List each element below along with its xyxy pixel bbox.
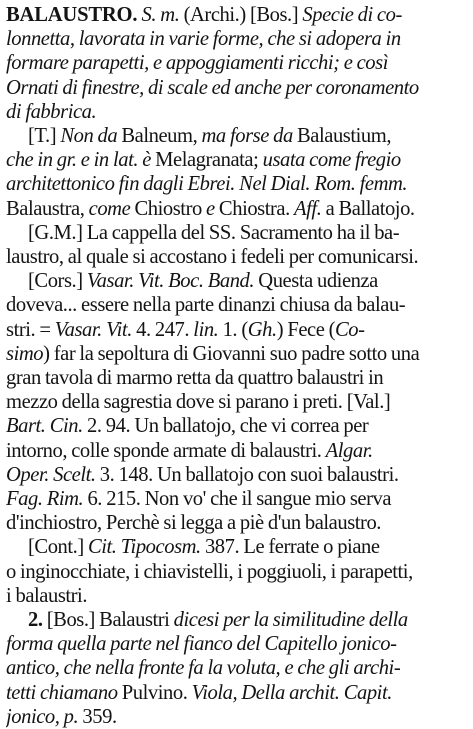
etymology-paragraph [6,124,467,221]
text-line: che in gr. e in lat. è Melagranata; usata come fregio [6,149,401,172]
text-line: [Cors.] Vasar. Vit. Boc. Band. Questa udienza [28,270,378,293]
text-line: lonnetta, lavorata in varie forme, che si adopera in [6,28,401,51]
text-line: forma quella parte nel fianco del Capitello jonico- [6,633,397,656]
text-line: tetti chiamano Pulvino. Viola, Della archit. Capit. [6,681,392,704]
text-line: mezzo della sagrestia dove si parano i preti. [Val.] [6,391,391,414]
headword: BALAUSTRO. [6,4,138,26]
text-line: stri. = Vasar. Vit. 4. 247. lin. 1. (Gh.) Fece (Co- [6,318,365,341]
text-line: [G.M.] La cappella del SS. Sacramento ha il ba- [28,221,400,244]
cors-paragraph [6,269,467,535]
source-tag: [Cors.] [28,270,87,293]
definition-paragraph [6,3,467,124]
text-line: Oper. Scelt. 3. 148. Un ballatojo con suoi balaustri. [6,463,399,486]
citation: Fag. Rim. [6,488,84,511]
cont-paragraph [6,535,467,608]
gm-paragraph [6,221,467,269]
source-tag: (Archi.) [Bos.] [179,4,303,26]
text-line: formare parapetti, e appoggiamenti ricchi; e così [6,52,388,75]
sense-2-paragraph [6,608,467,729]
text-line: Fag. Rim. 6. 215. Non vo' che il sangue mio serva [6,488,392,511]
text-line: antico, che nella fronte fa la voluta, e che gli archi- [6,657,401,680]
citation: Vasar. Vit. [54,318,132,341]
source-tag: [T.] [28,125,61,148]
text-line: [Cont.] Cit. Tipocosm. 387. Le ferrate o piane [28,536,380,559]
citation: Algar. [325,439,373,462]
text-line: 2. [Bos.] Balaustri dicesi per la similitudine della [28,609,408,632]
text-line: gran tavola di marmo retta da quattro balaustri in [6,367,384,390]
text-line: Balaustra, come Chiostro e Chiostra. Aff. a Ballatojo. [6,197,415,220]
text-line: Ornati di finestre, di scale ed anche per coronamento [6,76,419,99]
text-line: BALAUSTRO. S. m. (Archi.) [Bos.] Specie di co- [6,4,402,26]
grammar-label: S. m. [141,4,180,26]
text-line: Bart. Cin. 2. 94. Un ballatojo, che vi correa per [6,415,369,438]
citation: Cit. Tipocosm. [87,536,201,559]
citation: Bart. Cin. [6,415,83,438]
citation: Viola, Della archit. Capit. [191,681,392,704]
citation: Oper. Scelt. [6,463,96,486]
text-line: [T.] Non da Balneum, ma forse da Balaustium, [28,125,392,148]
citation: Vasar. Vit. Boc. Band. [86,270,255,293]
text-line: d'inchiostro, Perchè si legga a piè d'un balaustro. [6,512,382,535]
text-line: architettonico fin dagli Ebrei. Nel Dial. Rom. femm. [6,173,408,196]
text-line: di fabbrica. [6,100,97,123]
text-line: jonico, p. 359. [6,705,117,728]
text-line: laustro, al quale si accostano i fedeli per comunicarsi. [6,246,419,269]
text-line: o inginocchiate, i chiavistelli, i poggiuoli, i parapetti, [6,560,413,583]
text-line: i balaustri. [6,584,88,607]
text-line: doveva... essere nella parte dinanzi chiusa da balau- [6,294,406,317]
text-line: simo) far la sepoltura di Giovanni suo padre sotto una [6,342,420,365]
sense-number: 2. [28,609,43,632]
citation: jonico, p. [6,705,79,728]
source-tag: [Cont.] [28,536,88,559]
text-line: intorno, colle sponde armate di balaustri. Algar. [6,439,373,462]
